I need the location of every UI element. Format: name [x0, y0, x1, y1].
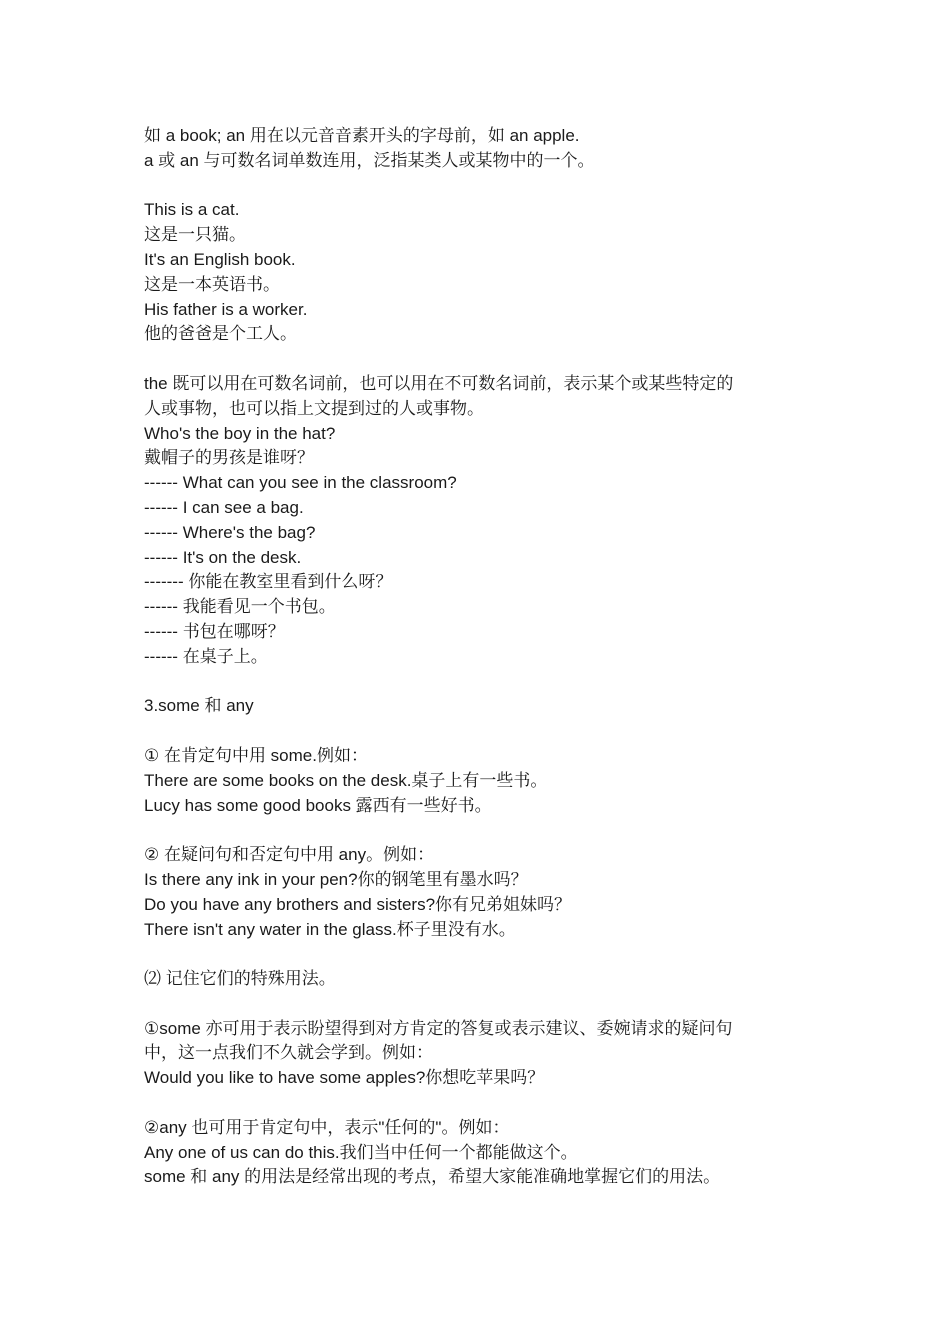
blank-line	[144, 818, 824, 843]
blank-line	[144, 992, 824, 1017]
blank-line	[144, 719, 824, 744]
rule-line: 中，这一点我们不久就会学到。例如：	[144, 1043, 433, 1063]
paragraph-line: the 既可以用在可数名词前，也可以用在不可数名词前，表示某个或某些特定的	[144, 373, 734, 393]
blank-line	[144, 347, 824, 372]
blank-line	[144, 942, 824, 967]
blank-line	[144, 670, 824, 695]
example-chinese: 这是一只猫。	[144, 225, 246, 245]
rule-line: ① 在肯定句中用 some.例如：	[144, 745, 368, 765]
example-english: His father is a worker.	[144, 299, 308, 319]
example-chinese: 戴帽子的男孩是谁呀？	[144, 448, 314, 468]
example-line: Lucy has some good books 露西有一些好书。	[144, 795, 492, 815]
section-heading: 3.some 和 any	[144, 696, 254, 716]
rule-line: ①some 亦可用于表示盼望得到对方肯定的答复或表示建议、委婉请求的疑问句	[144, 1018, 733, 1038]
dialogue-line: ------ 书包在哪呀？	[144, 621, 285, 641]
rule-line: ② 在疑问句和否定句中用 any。例如：	[144, 845, 435, 865]
dialogue-line: ------- 你能在教室里看到什么呀？	[144, 572, 393, 592]
example-english: It's an English book.	[144, 249, 296, 269]
dialogue-line: ------ It's on the desk.	[144, 547, 302, 567]
example-chinese: 这是一本英语书。	[144, 274, 280, 294]
example-english: Who's the boy in the hat?	[144, 423, 336, 443]
text-line: 如 a book; an 用在以元音音素开头的字母前，如 an apple.	[144, 126, 580, 145]
example-line: Is there any ink in your pen?你的钢笔里有墨水吗？	[144, 869, 528, 889]
summary-line: some 和 any 的用法是经常出现的考点，希望大家能准确地掌握它们的用法。	[144, 1167, 721, 1187]
dialogue-line: ------ What can you see in the classroom?	[144, 473, 457, 493]
dialogue-line: ------ 我能看见一个书包。	[144, 597, 336, 617]
example-english: This is a cat.	[144, 200, 240, 220]
example-line: There are some books on the desk.桌子上有一些书。	[144, 770, 548, 790]
dialogue-line: ------ Where's the bag?	[144, 522, 316, 542]
paragraph-line: 人或事物，也可以指上文提到过的人或事物。	[144, 398, 484, 418]
example-chinese: 他的爸爸是个工人。	[144, 324, 297, 344]
subheading: ⑵ 记住它们的特殊用法。	[144, 969, 336, 989]
example-line: Any one of us can do this.我们当中任何一个都能做这个。	[144, 1142, 578, 1162]
dialogue-line: ------ 在桌子上。	[144, 646, 268, 666]
document-body	[144, 124, 824, 1190]
example-line: Do you have any brothers and sisters?你有兄弟姐妹吗？	[144, 894, 572, 914]
dialogue-line: ------ I can see a bag.	[144, 497, 304, 517]
example-line: Would you like to have some apples?你想吃苹果吗？	[144, 1068, 545, 1088]
rule-line: ②any 也可用于肯定句中，表示"任何的"。例如：	[144, 1117, 510, 1137]
text-line: a 或 an 与可数名词单数连用，泛指某类人或某物中的一个。	[144, 150, 595, 170]
blank-line	[144, 174, 824, 199]
example-line: There isn't any water in the glass.杯子里没有水。	[144, 919, 516, 939]
blank-line	[144, 1091, 824, 1116]
